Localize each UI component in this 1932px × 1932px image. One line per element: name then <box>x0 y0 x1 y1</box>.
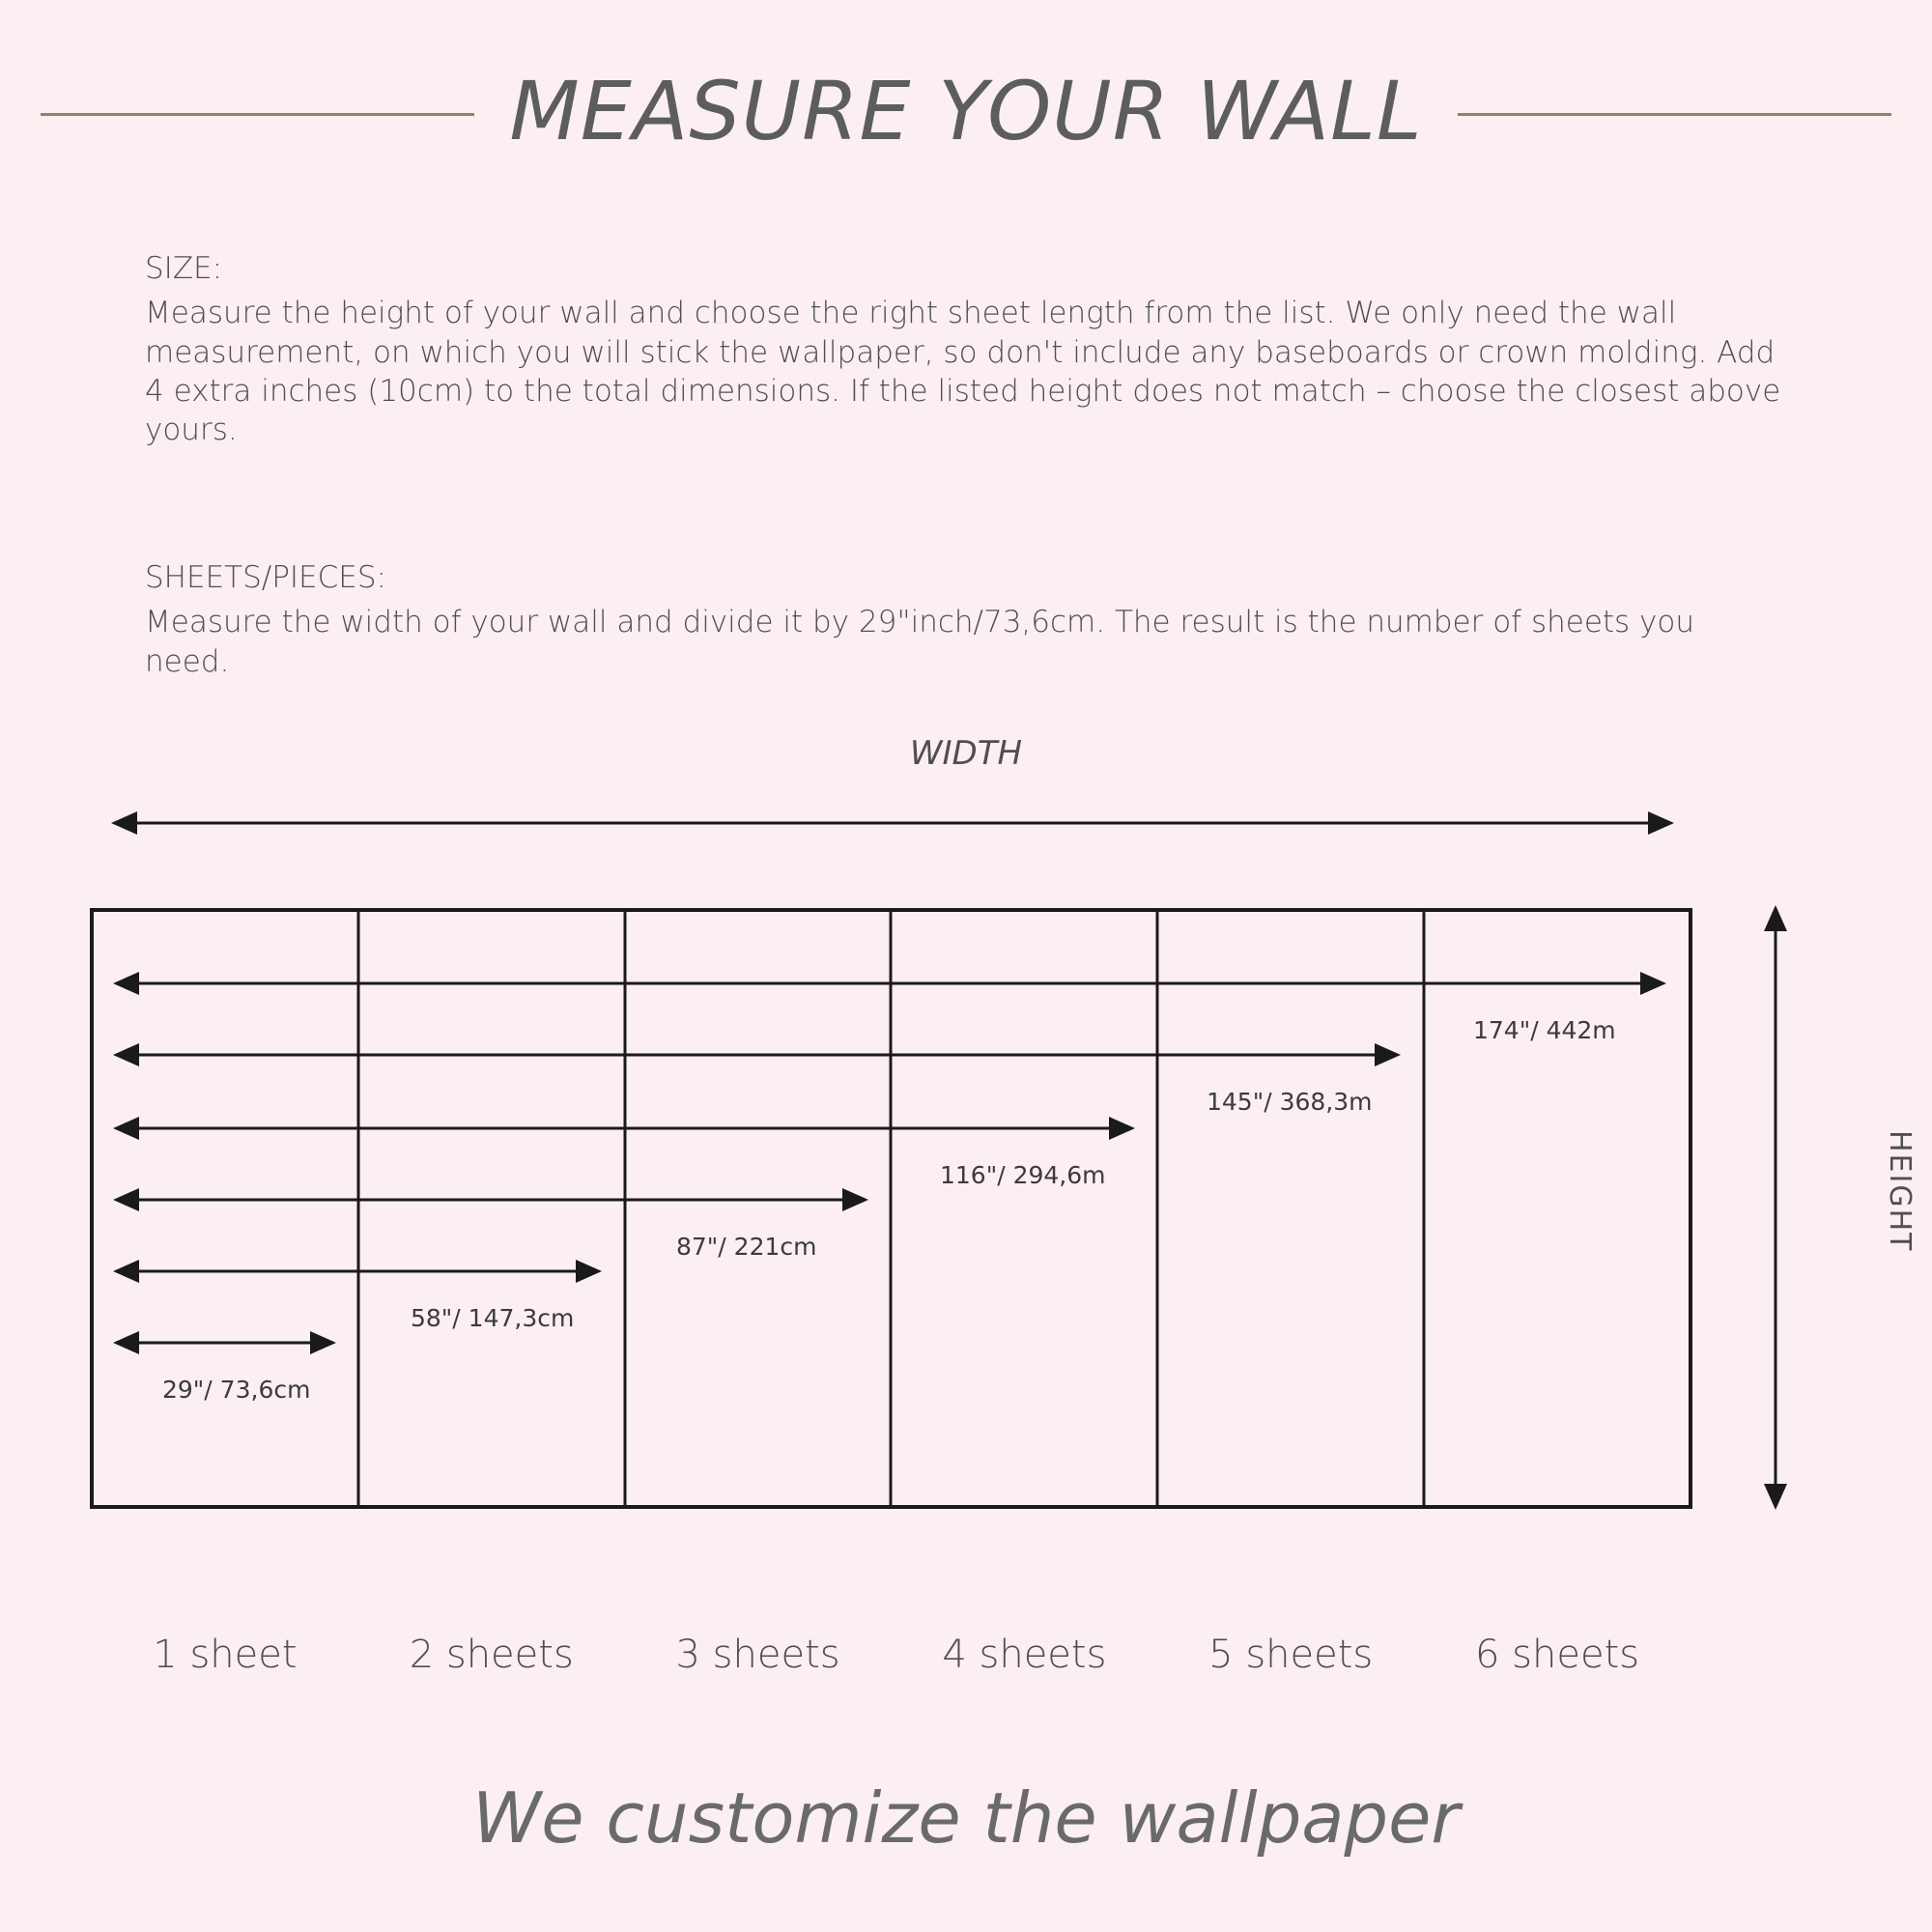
height-axis-label: HEIGHT <box>1883 1130 1917 1253</box>
wall-diagram <box>0 715 1932 1633</box>
sheet-caption-2: 2 sheets <box>409 1633 574 1677</box>
sheet-caption-4: 4 sheets <box>942 1633 1107 1677</box>
sheets-section <box>145 558 1787 681</box>
sheet-caption-5: 5 sheets <box>1208 1633 1374 1677</box>
sheet-caption-3: 3 sheets <box>675 1633 840 1677</box>
size-section-body: Measure the height of your wall and choose the right sheet length from the list. We only need the wall measurement, on which you will stick the wallpaper, so don't include any baseboards or crown molding. Add 4 extra inches (10cm) to the total dimensions. If the listed height does not match – choose the closest above yours. <box>145 296 1781 448</box>
measure-label-3: 87"/ 221cm <box>676 1233 817 1261</box>
size-section-heading: SIZE: <box>145 251 223 286</box>
measure-label-2: 58"/ 147,3cm <box>411 1304 575 1332</box>
measure-label-1: 29"/ 73,6cm <box>162 1376 311 1404</box>
footer-tagline: We customize the wallpaper <box>472 1777 1460 1859</box>
size-section <box>145 249 1787 449</box>
sheet-captions <box>92 1633 1690 1677</box>
page-title-row <box>0 58 1932 164</box>
measure-label-6: 174"/ 442m <box>1473 1016 1616 1044</box>
diagram-svg <box>0 715 1932 1633</box>
width-axis-label: WIDTH <box>909 734 1023 773</box>
measure-label-5: 145"/ 368,3m <box>1207 1088 1373 1116</box>
title-rule-right <box>1458 113 1891 116</box>
title-rule-left <box>41 113 474 116</box>
sheet-caption-6: 6 sheets <box>1475 1633 1640 1677</box>
measure-label-4: 116"/ 294,6m <box>940 1161 1106 1189</box>
sheets-section-body: Measure the width of your wall and divide it by 29"inch/73,6cm. The result is the number of sheets you need. <box>145 605 1695 679</box>
page-title: MEASURE YOUR WALL <box>509 64 1423 158</box>
sheet-caption-1: 1 sheet <box>153 1633 298 1677</box>
sheets-section-heading: SHEETS/PIECES: <box>145 560 386 595</box>
